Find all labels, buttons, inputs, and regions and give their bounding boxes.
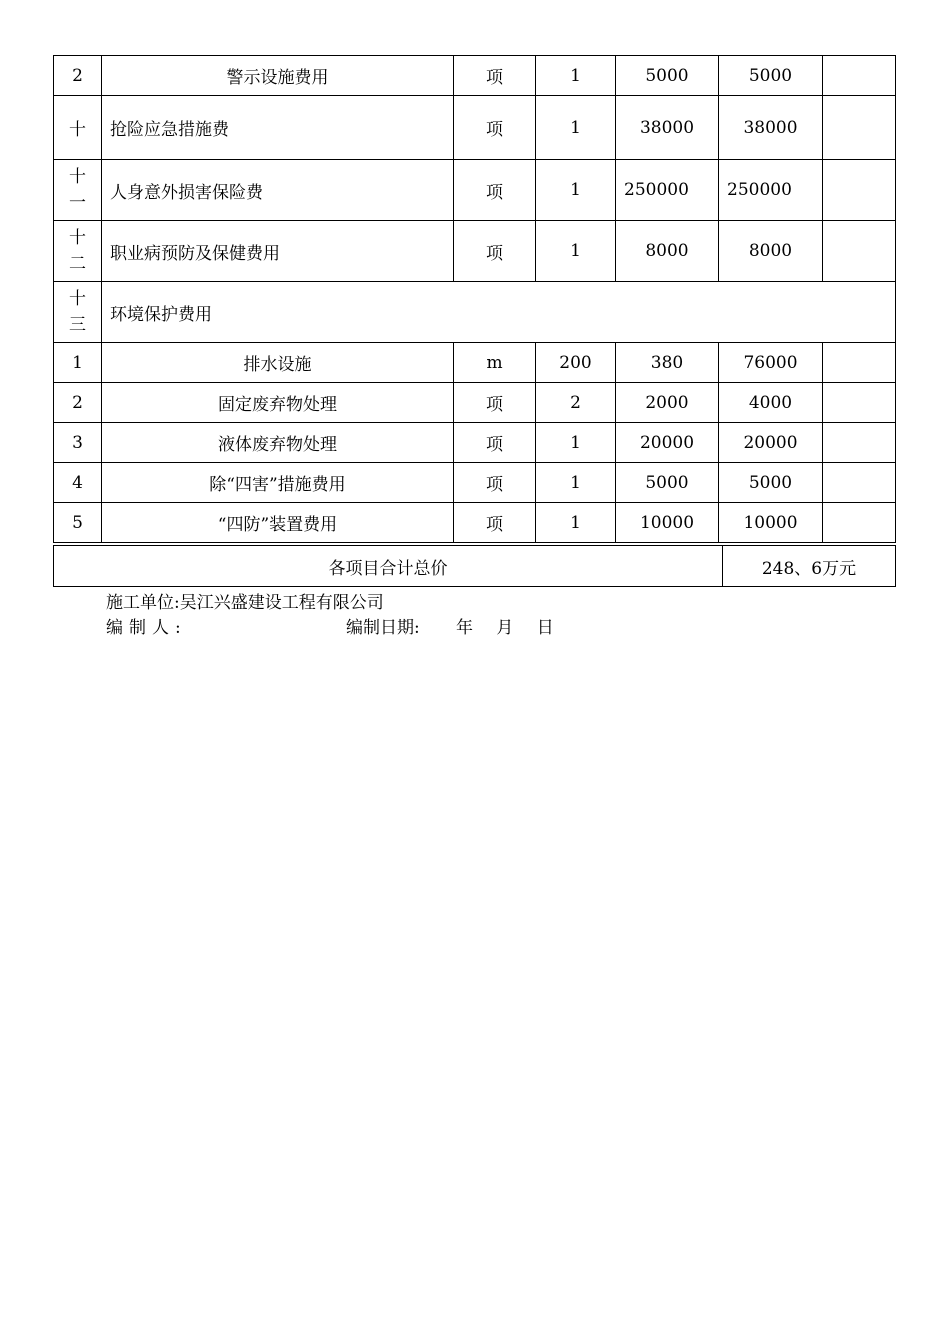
- table-row: [54, 463, 896, 503]
- total-cell: 10000: [719, 503, 823, 543]
- remark-cell: [823, 221, 896, 282]
- table-row: [54, 160, 896, 221]
- row-number-line: 十: [69, 167, 86, 187]
- construction-company: 施工单位:吴江兴盛建设工程有限公司: [106, 593, 384, 613]
- row-number: 3: [54, 423, 102, 463]
- unit-price-cell: 8000: [616, 221, 719, 282]
- quantity-cell: 2: [536, 383, 616, 423]
- row-number-line: 三: [69, 315, 86, 335]
- total-cell: 5000: [719, 463, 823, 503]
- row-number-line: 十: [69, 228, 86, 248]
- total-cell: 5000: [719, 56, 823, 96]
- table-row: [54, 221, 896, 282]
- unit-price-cell: 5000: [616, 56, 719, 96]
- unit-cell: 项: [454, 160, 536, 221]
- remark-cell: [823, 463, 896, 503]
- item-name: 液体废弃物处理: [102, 423, 454, 463]
- total-cell: 4000: [719, 383, 823, 423]
- summary-table: [53, 545, 896, 587]
- table-row: [54, 383, 896, 423]
- row-number-line: 一: [69, 193, 86, 213]
- row-number: 十: [54, 96, 102, 160]
- unit-price-cell: 250000: [616, 160, 719, 221]
- total-cell: 8000: [719, 221, 823, 282]
- quantity-cell: 1: [536, 503, 616, 543]
- unit-price-cell: 5000: [616, 463, 719, 503]
- date-placeholder: 年 月 日: [456, 618, 554, 638]
- quantity-cell: 200: [536, 343, 616, 383]
- cost-table: [53, 55, 896, 543]
- item-name: 除“四害”措施费用: [102, 463, 454, 503]
- summary-label: 各项目合计总价: [54, 546, 723, 587]
- row-number-line: 二: [69, 254, 86, 274]
- row-number: 2: [54, 56, 102, 96]
- total-cell: 76000: [719, 343, 823, 383]
- unit-cell: 项: [454, 463, 536, 503]
- remark-cell: [823, 56, 896, 96]
- unit-price-cell: 38000: [616, 96, 719, 160]
- row-number: 5: [54, 503, 102, 543]
- unit-price-cell: 20000: [616, 423, 719, 463]
- item-name: 抢险应急措施费: [102, 96, 454, 160]
- quantity-cell: 1: [536, 160, 616, 221]
- remark-cell: [823, 503, 896, 543]
- item-name: 固定废弃物处理: [102, 383, 454, 423]
- remark-cell: [823, 423, 896, 463]
- quantity-cell: 1: [536, 463, 616, 503]
- table-row: [54, 423, 896, 463]
- item-name: 人身意外损害保险费: [102, 160, 454, 221]
- remark-cell: [823, 343, 896, 383]
- quantity-cell: 1: [536, 221, 616, 282]
- total-cell: 250000: [719, 160, 823, 221]
- unit-price-cell: 10000: [616, 503, 719, 543]
- quantity-cell: 1: [536, 423, 616, 463]
- remark-cell: [823, 160, 896, 221]
- item-name: 警示设施费用: [102, 56, 454, 96]
- table-row: [54, 503, 896, 543]
- total-cell: 20000: [719, 423, 823, 463]
- unit-price-cell: 2000: [616, 383, 719, 423]
- unit-cell: 项: [454, 96, 536, 160]
- item-name: “四防”装置费用: [102, 503, 454, 543]
- table-row: [54, 343, 896, 383]
- editor-label: 编制人:: [106, 618, 187, 638]
- row-number: [54, 221, 102, 282]
- section-title: 环境保护费用: [102, 282, 896, 343]
- footer-sign-line: [106, 613, 554, 638]
- item-name: 职业病预防及保健费用: [102, 221, 454, 282]
- table-row: [54, 96, 896, 160]
- table-row: [54, 56, 896, 96]
- unit-cell: 项: [454, 383, 536, 423]
- summary-value: 248、6万元: [723, 546, 896, 587]
- quantity-cell: 1: [536, 56, 616, 96]
- row-number: [54, 160, 102, 221]
- section-row: [54, 282, 896, 343]
- row-number: 4: [54, 463, 102, 503]
- unit-cell: m: [454, 343, 536, 383]
- quantity-cell: 1: [536, 96, 616, 160]
- item-name: 排水设施: [102, 343, 454, 383]
- row-number-line: 十: [69, 289, 86, 309]
- unit-cell: 项: [454, 423, 536, 463]
- row-number: 2: [54, 383, 102, 423]
- date-label: 编制日期:: [346, 618, 420, 638]
- row-number: [54, 282, 102, 343]
- unit-cell: 项: [454, 221, 536, 282]
- summary-row: [54, 546, 896, 587]
- row-number: 1: [54, 343, 102, 383]
- unit-cell: 项: [454, 503, 536, 543]
- remark-cell: [823, 383, 896, 423]
- total-cell: 38000: [719, 96, 823, 160]
- remark-cell: [823, 96, 896, 160]
- unit-cell: 项: [454, 56, 536, 96]
- unit-price-cell: 380: [616, 343, 719, 383]
